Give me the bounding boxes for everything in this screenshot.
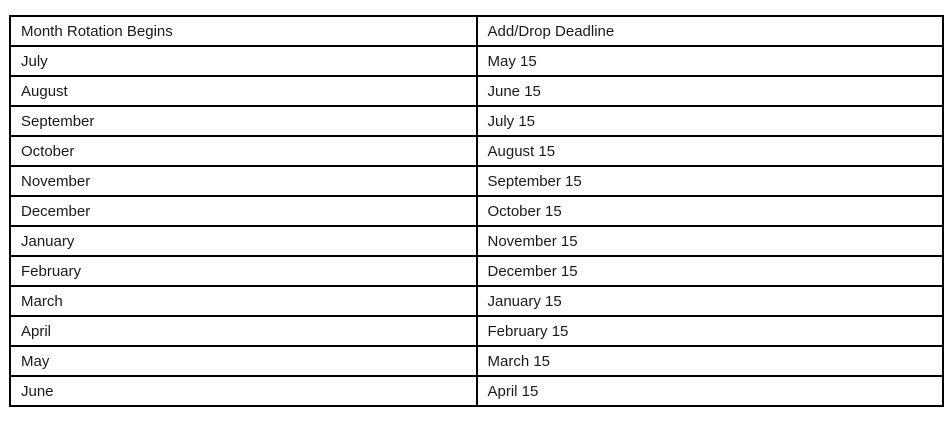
- table-cell: August: [10, 76, 477, 106]
- table-cell: December 15: [477, 256, 944, 286]
- table-cell: June 15: [477, 76, 944, 106]
- rotation-deadline-table: [9, 15, 944, 407]
- table-cell: January: [10, 226, 477, 256]
- table-cell: March 15: [477, 346, 944, 376]
- table-cell: May: [10, 346, 477, 376]
- table-cell: March: [10, 286, 477, 316]
- table-row: [10, 286, 943, 316]
- table-cell: October: [10, 136, 477, 166]
- table-row: [10, 166, 943, 196]
- table-cell: July: [10, 46, 477, 76]
- table-cell: November 15: [477, 226, 944, 256]
- table-cell: June: [10, 376, 477, 406]
- table-body: [10, 46, 943, 406]
- table-row: [10, 376, 943, 406]
- table-cell: October 15: [477, 196, 944, 226]
- table-cell: February: [10, 256, 477, 286]
- table-row: [10, 316, 943, 346]
- table-row: [10, 346, 943, 376]
- table-cell: September: [10, 106, 477, 136]
- table-cell: January 15: [477, 286, 944, 316]
- table-header: [10, 16, 943, 46]
- table-cell: February 15: [477, 316, 944, 346]
- table-row: [10, 46, 943, 76]
- table-cell: July 15: [477, 106, 944, 136]
- table-row: [10, 136, 943, 166]
- table-cell: April: [10, 316, 477, 346]
- table-row: [10, 226, 943, 256]
- table-cell: May 15: [477, 46, 944, 76]
- table-cell: September 15: [477, 166, 944, 196]
- header-row: [10, 16, 943, 46]
- table-cell: November: [10, 166, 477, 196]
- table-row: [10, 106, 943, 136]
- column-header-month-rotation-begins: Month Rotation Begins: [10, 16, 477, 46]
- table-cell: December: [10, 196, 477, 226]
- column-header-add-drop-deadline: Add/Drop Deadline: [477, 16, 944, 46]
- table-row: [10, 256, 943, 286]
- table-cell: August 15: [477, 136, 944, 166]
- table-cell: April 15: [477, 376, 944, 406]
- table-row: [10, 76, 943, 106]
- table-row: [10, 196, 943, 226]
